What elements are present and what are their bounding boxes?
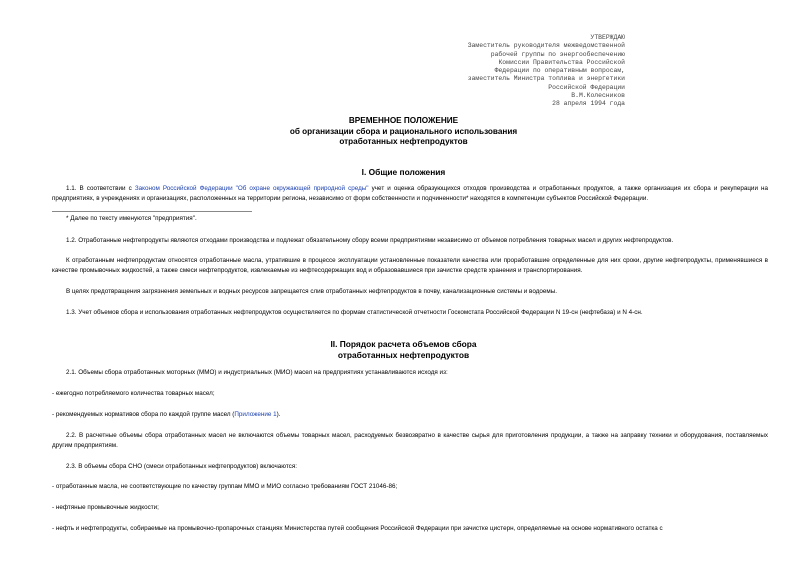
- approval-line: Российской Федерации: [548, 83, 625, 91]
- approval-line: В.М.Колесников: [571, 92, 625, 100]
- paragraph-text: - рекомендуемых нормативов сбора по каждой группе масел (: [52, 411, 235, 418]
- title-line: ВРЕМЕННОЕ ПОЛОЖЕНИЕ: [348, 116, 459, 125]
- list-item: - отработанные масла, не соответствующие по качеству группам ММО и МИО согласно требованиям ГОСТ 21046-86;: [52, 483, 398, 490]
- approval-block: [425, 34, 625, 109]
- list-item: - нефть и нефтепродукты, собираемые на промывочно-пропарочных станциях Министерства путей сообщения Российской Федерации при зачистке цистерн, определяемые на основе нормативного остатка с: [52, 525, 663, 532]
- approval-line: УТВЕРЖДАЮ: [590, 34, 625, 41]
- title-line: об организации сбора и рационального использования: [289, 126, 518, 136]
- approval-line: Комиссии Правительства Российской: [498, 58, 625, 66]
- list-item: [52, 410, 768, 420]
- approval-line: Федерации по оперативным вопросам,: [494, 67, 625, 75]
- section-heading: I. Общие положения: [361, 167, 446, 177]
- approval-line: рабочей группы по энергообеспечению: [490, 50, 625, 58]
- document-title: [0, 116, 807, 148]
- list-item: - нефтяные промывочные жидкости;: [52, 504, 159, 511]
- section-heading-line: отработанных нефтепродуктов: [337, 349, 470, 360]
- paragraph: В целях предотвращения загрязнения земельных и водных ресурсов запрещается слив отработанных нефтепродуктов в почву, канализационные системы и водоемы.: [66, 288, 557, 295]
- section-heading: [0, 339, 807, 360]
- paragraph-text: учет и оценка образующихся отходов производства и отработанных продуктов, а также организация их сбора и рекуперации на предприятиях, в учреждениях и организациях, расположенных на территории региона, независимо от форм собственности и подчиненности* находятся в компетенции субъектов Российской Федерации.: [52, 185, 768, 203]
- paragraph: 1.3. Учет объемов сбора и использования отработанных нефтепродуктов осуществляется по формам статистической отчетности Госкомстата Российской Федерации N 19-сн (нефтебаза) и N 4-сн.: [66, 309, 643, 316]
- paragraph: 2.2. В расчетные объемы сбора отработанных масел не включаются объемы товарных масел, расходуемых безвозвратно в качестве сырья для приготовления продукции, а также на заправку техники и оборудования, поставляемых другим предприятиям.: [52, 432, 768, 450]
- paragraph: [52, 184, 768, 204]
- list-item: - ежегодно потребляемого количества товарных масел;: [52, 390, 215, 397]
- approval-line: 28 апреля 1994 года: [552, 100, 625, 108]
- law-link[interactable]: Законом Российской Федерации "Об охране окружающей природной среды": [134, 185, 369, 192]
- footnote: * Далее по тексту именуются "предприятия".: [66, 215, 197, 222]
- title-line: отработанных нефтепродуктов: [339, 137, 468, 147]
- paragraph: 2.1. Объемы сбора отработанных моторных (ММО) и индустриальных (МИО) масел на предприятиях устанавливаются исходя из:: [66, 369, 448, 376]
- paragraph: К отработанным нефтепродуктам относятся отработанные масла, утратившие в процессе эксплуатации установленные показатели качества или проработавшие определенные для них сроки, другие нефтепродукты, применявшиеся в качестве промывочных жидкостей, а также смеси нефтепродуктов, извлекаемые из нефтесодержащих вод и образовавшиеся при зачистке средств хранения и транспортирования.: [52, 257, 768, 275]
- approval-line: Заместитель руководителя межведомственной: [467, 42, 625, 50]
- section-heading-line: II. Порядок расчета объемов сбора: [330, 339, 477, 349]
- footnote-divider: [52, 211, 252, 212]
- approval-line: заместитель Министра топлива и энергетики: [467, 75, 625, 83]
- paragraph: 1.2. Отработанные нефтепродукты являются отходами производства и подлежат обязательному сбору всеми предприятиями независимо от объемов потребления товарных масел и других нефтепродуктов.: [66, 237, 674, 244]
- paragraph-text: ).: [276, 411, 281, 418]
- appendix-link[interactable]: Приложение 1: [234, 411, 277, 418]
- paragraph: 2.3. В объемы сбора СНО (смеси отработанных нефтепродуктов) включаются:: [66, 463, 297, 470]
- paragraph-text: 1.1. В соответствии с: [66, 185, 135, 192]
